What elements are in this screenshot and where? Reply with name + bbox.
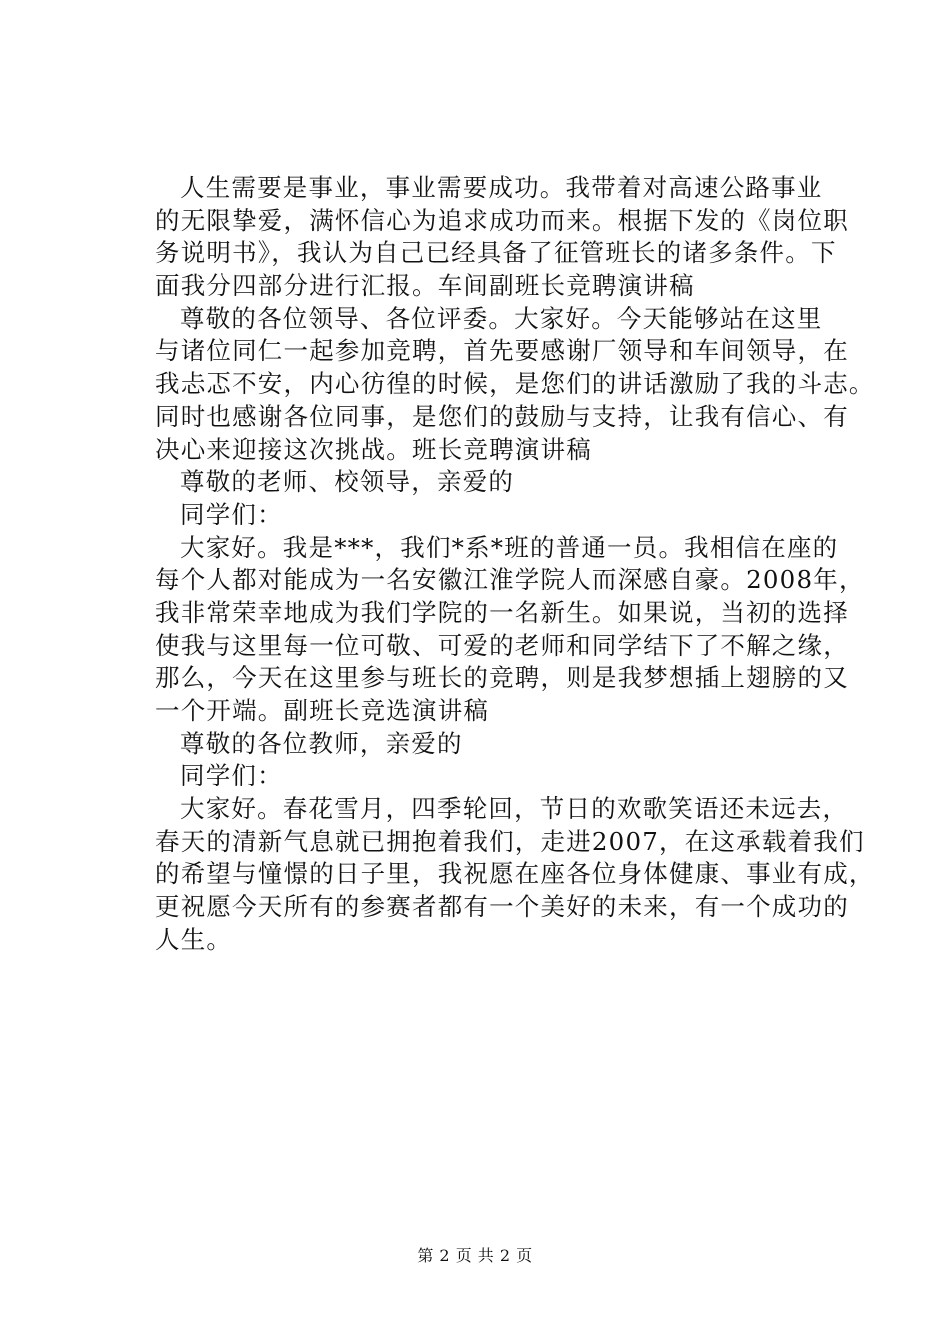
text-line: 那么，今天在这里参与班长的竞聘，则是我梦想插上翅膀的又 (155, 663, 849, 693)
text-line: 我忐忑不安，内心彷徨的时候，是您们的讲话激励了我的斗志。 (155, 369, 875, 399)
text-line: 务说明书》，我认为自己已经具备了征管班长的诸多条件。下 (155, 238, 837, 268)
text-line: 尊敬的各位领导、各位评委。大家好。今天能够站在这里 (180, 303, 823, 333)
text-line: 同时也感谢各位同事，是您们的鼓励与支持，让我有信心、有 (155, 401, 849, 431)
text-line: 人生。 (155, 924, 233, 954)
text-line: 大家好。春花雪月，四季轮回，节日的欢歌笑语还未远去， (180, 794, 849, 824)
text-line: 尊敬的各位教师，亲爱的 (180, 728, 463, 758)
text-line: 每个人都对能成为一名安徽江淮学院人而深感自豪。2008年， (155, 565, 865, 595)
text-line: 一个开端。副班长竞选演讲稿 (155, 696, 490, 725)
document-body (155, 172, 875, 957)
text-line: 的希望与憧憬的日子里，我祝愿在座各位身体健康、事业有成， (155, 859, 875, 889)
text-line: 决心来迎接这次挑战。班长竞聘演讲稿 (155, 434, 592, 464)
text-line: 我非常荣幸地成为我们学院的一名新生。如果说，当初的选择 (155, 597, 849, 627)
text-line: 更祝愿今天所有的参赛者都有一个美好的未来，有一个成功的 (155, 892, 849, 922)
text-line: 大家好。我是***，我们*系*班的普通一员。我相信在座的 (180, 532, 839, 562)
text-line: 面我分四部分进行汇报。车间副班长竞聘演讲稿 (155, 271, 695, 301)
text-line: 尊敬的老师、校领导，亲爱的 (180, 467, 515, 497)
text-line: 同学们： (180, 499, 283, 529)
text-line: 与诸位同仁一起参加竞聘，首先要感谢厂领导和车间领导，在 (155, 336, 849, 366)
page-number-footer: 第 2 页 共 2 页 (417, 1246, 533, 1265)
text-line: 同学们： (180, 761, 283, 791)
text-line: 人生需要是事业，事业需要成功。我带着对高速公路事业 (180, 173, 823, 202)
text-line: 的无限挚爱，满怀信心为追求成功而来。根据下发的《岗位职 (155, 205, 849, 235)
text-line: 使我与这里每一位可敬、可爱的老师和同学结下了不解之缘， (155, 630, 849, 660)
text-line: 春天的清新气息就已拥抱着我们，走进2007，在这承载着我们 (155, 826, 865, 856)
